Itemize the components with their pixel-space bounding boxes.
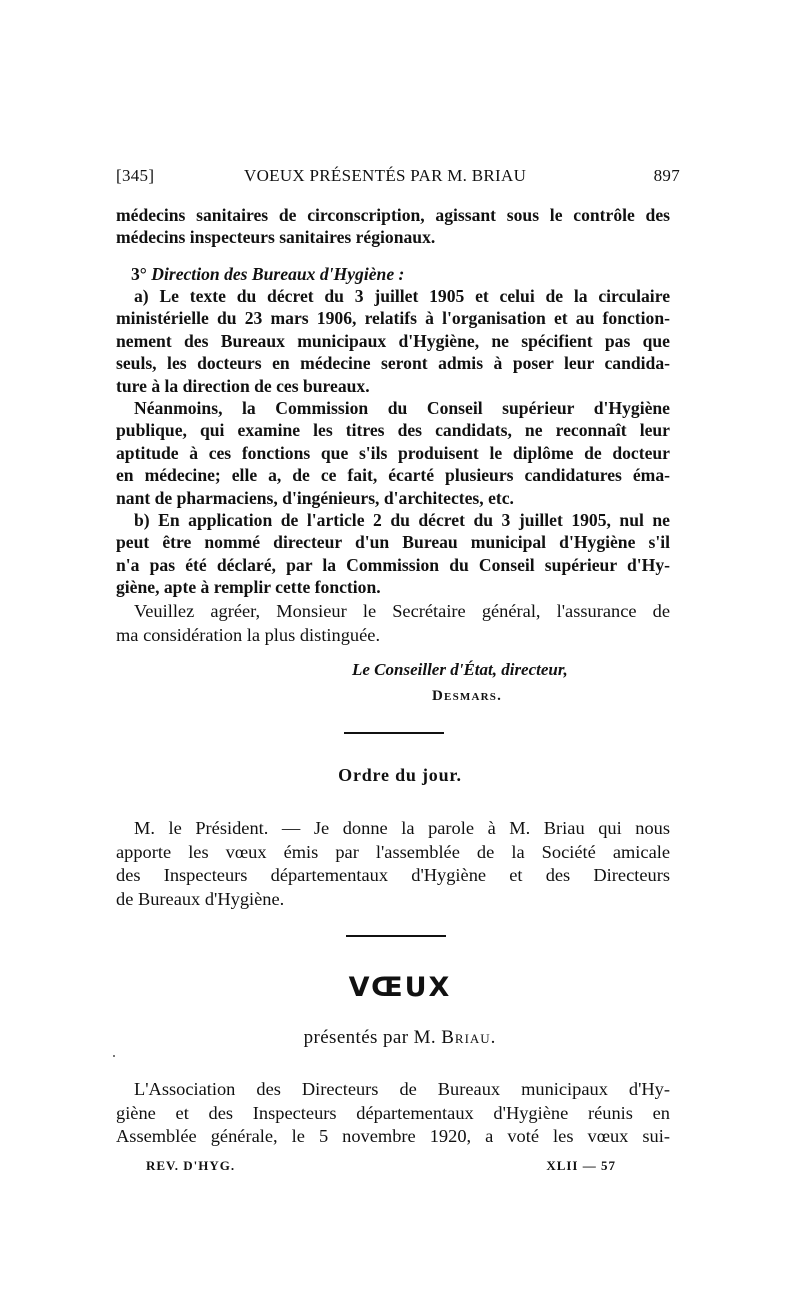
president-paragraph [116, 817, 670, 911]
ordre-du-jour-heading: Ordre du jour. [338, 765, 462, 785]
text-line: apporte les vœux émis par l'assemblée de la Société amicale [116, 841, 670, 862]
text-line: aptitude à ces fonctions que s'ils produisent le diplôme de docteur [116, 442, 670, 463]
text-line: Assemblée générale, le 5 novembre 1920, a voté les vœux sui- [116, 1126, 670, 1147]
header-section-number: [345] [116, 166, 155, 185]
text-line: b) En application de l'article 2 du décret du 3 juillet 1905, nul ne [134, 510, 670, 531]
text-line: des Inspecteurs départementaux d'Hygiène et des Directeurs [116, 865, 670, 886]
text-line: peut être nommé directeur d'un Bureau municipal d'Hygiène s'il [116, 532, 670, 553]
running-header [116, 166, 680, 190]
text-line: a) Le texte du décret du 3 juillet 1905 et celui de la circulaire [134, 286, 670, 306]
text-line: Néanmoins, la Commission du Conseil supérieur d'Hygiène [134, 398, 670, 419]
text-line: médecins inspecteurs sanitaires régionaux. [116, 227, 436, 248]
text-line: ma considération la plus distinguée. [116, 624, 381, 645]
margin-speck [113, 1055, 115, 1057]
text-line: L'Association des Directeurs de Bureaux municipaux d'Hy- [134, 1079, 670, 1099]
text-line: ministérielle du 23 mars 1906, relatifs à l'organisation et au fonction- [116, 308, 670, 329]
presentes-prefix: présentés par M. [303, 1027, 437, 1048]
text-line: seuls, les docteurs en médecine seront admis à poser leur candida- [116, 353, 670, 374]
section-body [116, 285, 670, 599]
divider-rule [346, 935, 446, 937]
text-line: nement des Bureaux municipaux d'Hygiène, ne spécifient pas que [116, 330, 670, 351]
text-line: nant de pharmaciens, d'ingénieurs, d'architectes, etc. [116, 487, 514, 508]
text-line: médecins sanitaires de circonscription, agissant sous le contrôle des [116, 205, 670, 225]
presentes-name: Briau. [441, 1027, 497, 1048]
text-line: giène, apte à remplir cette fonction. [116, 577, 381, 598]
text-line: ture à la direction de ces bureaux. [116, 375, 370, 396]
page-footer [146, 1158, 616, 1178]
paragraph-medecins-sanitaires [116, 204, 670, 249]
text-line: M. le Président. — Je donne la parole à M. Briau qui nous [134, 818, 670, 838]
signature-title: Le Conseiller d'État, directeur, [352, 660, 568, 679]
section-title: Direction des Bureaux d'Hygiène : [151, 264, 405, 284]
section-number: 3° [131, 264, 147, 284]
footer-journal: REV. D'HYG. [146, 1158, 236, 1173]
text-line: n'a pas été déclaré, par la Commission du Conseil supérieur d'Hy- [116, 554, 670, 575]
text-line: publique, qui examine les titres des candidats, ne reconnaît leur [116, 420, 670, 441]
association-paragraph [116, 1078, 670, 1149]
text-line: giène et des Inspecteurs départementaux d'Hygiène réunis en [116, 1102, 670, 1123]
text-line: en médecine; elle a, de ce fait, écarté plusieurs candidatures éma- [116, 465, 670, 486]
header-title: VOEUX PRÉSENTÉS PAR M. BRIAU [244, 166, 527, 185]
presentes-subheading [0, 1027, 800, 1049]
text-line: Veuillez agréer, Monsieur le Secrétaire général, l'assurance de [134, 601, 670, 621]
section-heading-direction-bureaux [116, 263, 670, 285]
footer-volume: XLII — 57 [546, 1158, 616, 1173]
closing-paragraph [116, 600, 670, 647]
signature-name: Desmars. [432, 688, 503, 704]
page-number: 897 [653, 166, 680, 185]
voeux-heading: VŒUX [348, 972, 452, 1003]
text-line: de Bureaux d'Hygiène. [116, 888, 285, 909]
divider-rule [344, 732, 444, 734]
